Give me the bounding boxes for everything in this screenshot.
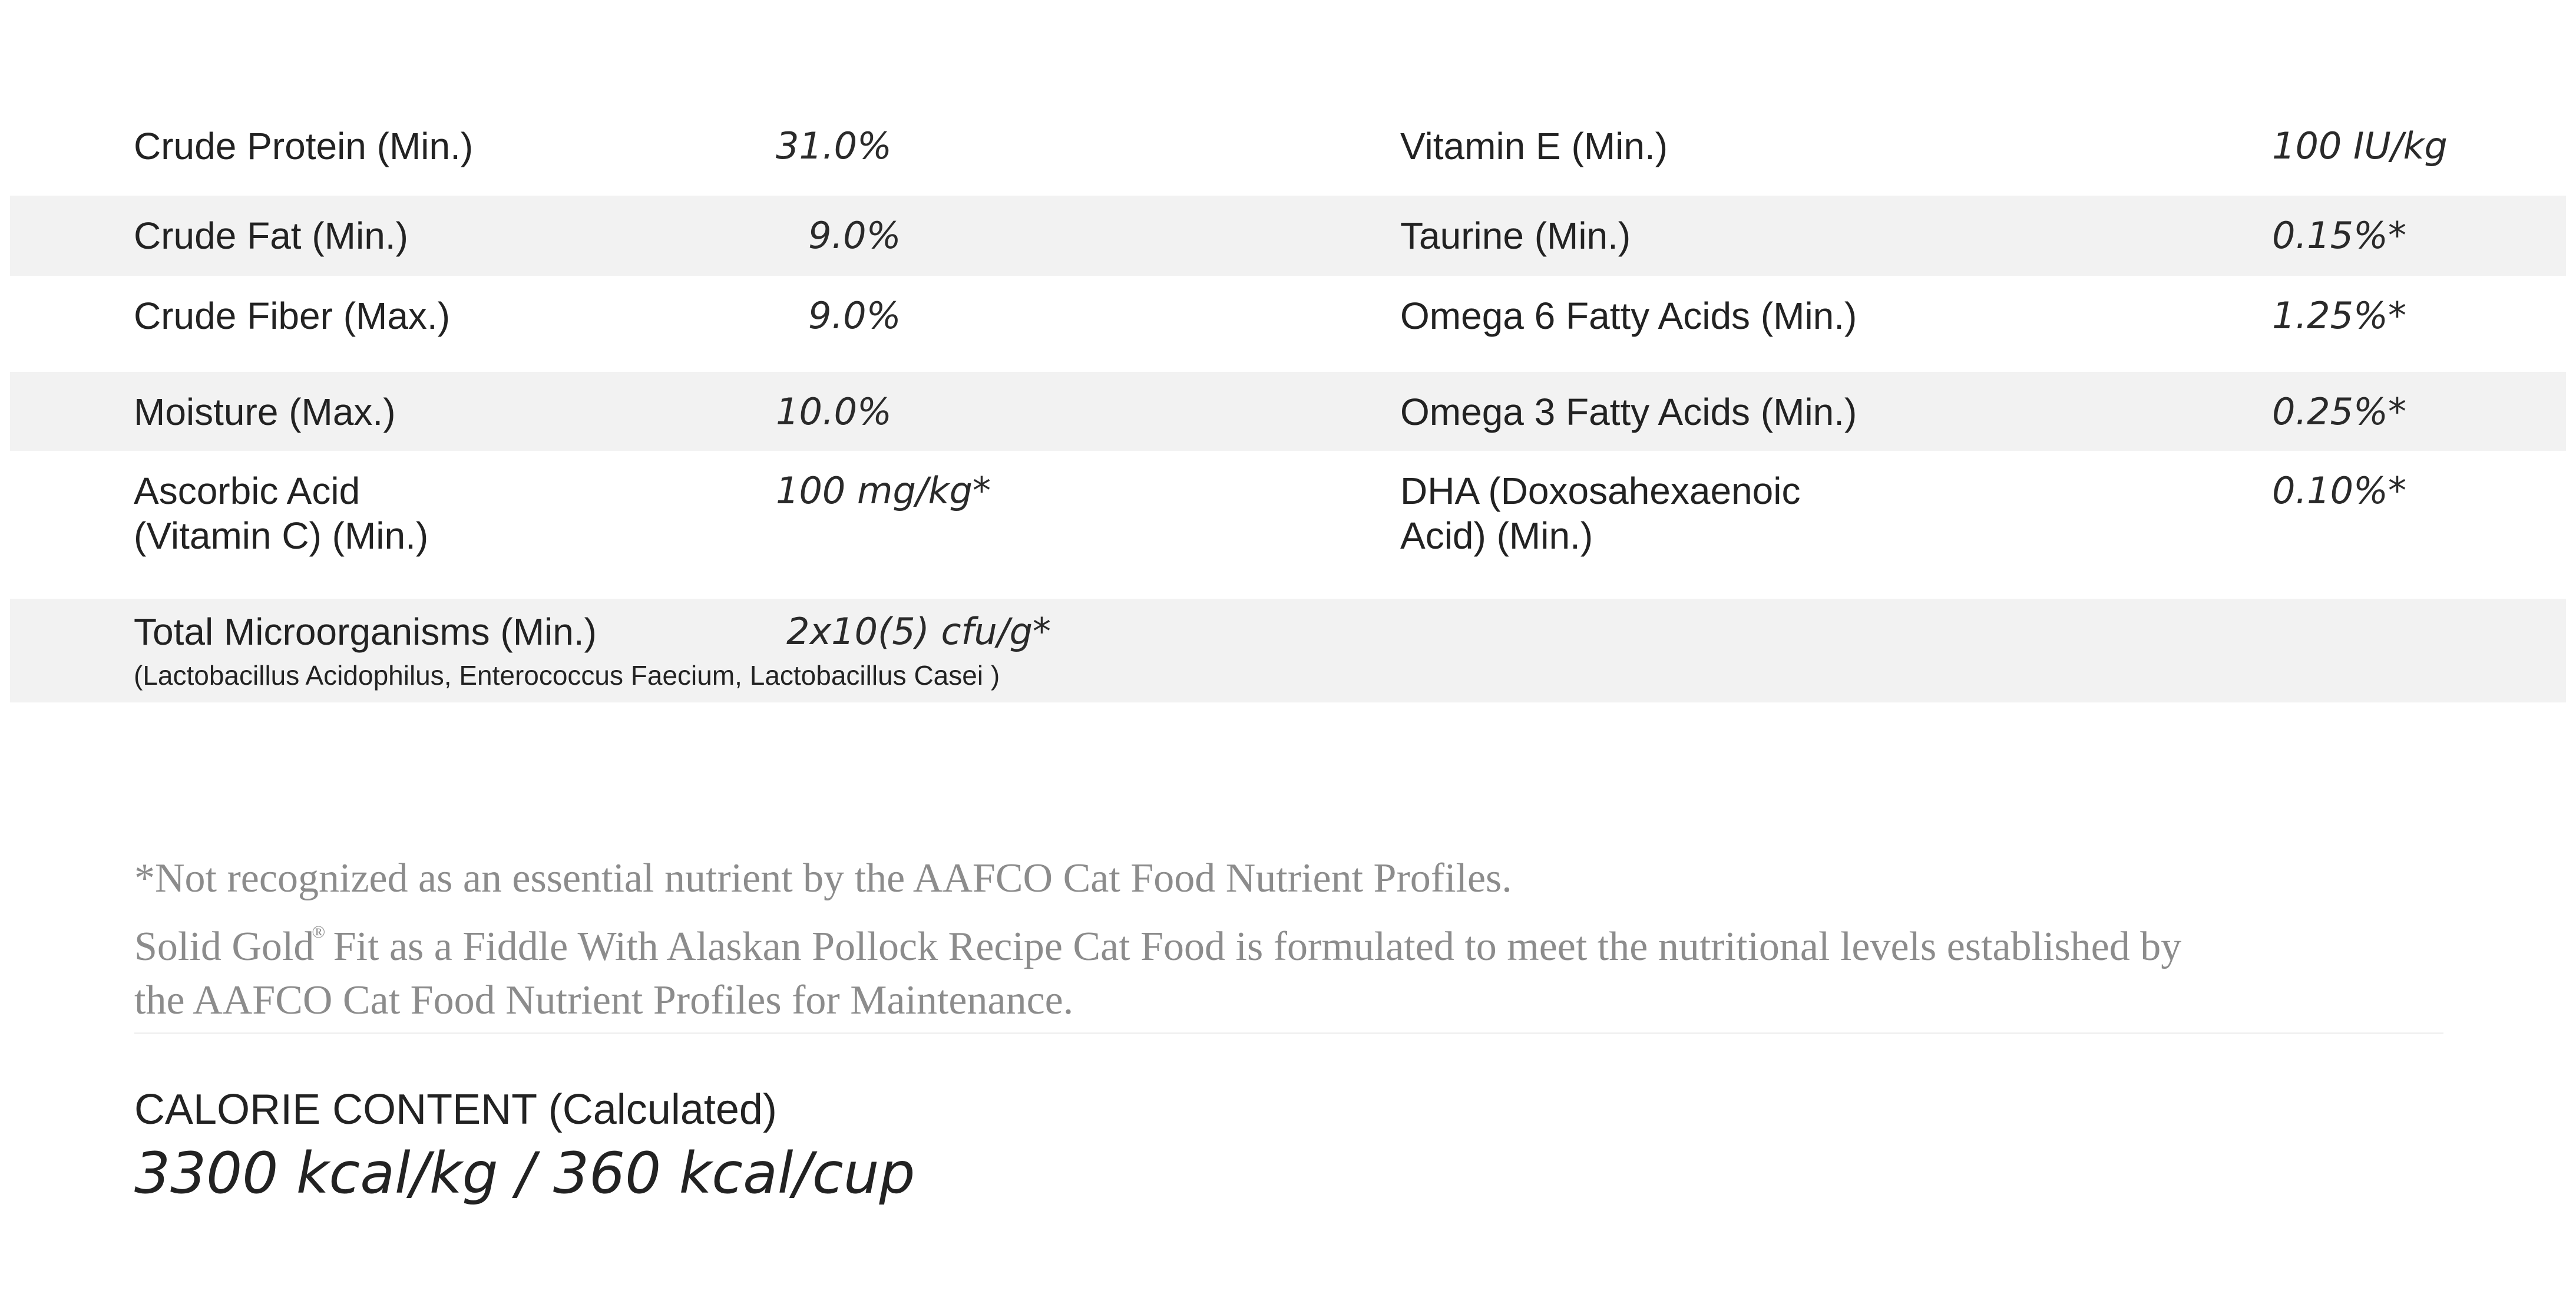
nutrient-value: 0.15%* [2272, 214, 2406, 257]
table-row [10, 451, 2566, 599]
nutrient-label-continued: Acid) (Min.) [1400, 514, 1593, 557]
guaranteed-analysis-table [10, 107, 2566, 702]
table-row [10, 107, 2566, 196]
calorie-content-value: 3300 kcal/kg / 360 kcal/cup [134, 1140, 915, 1206]
footnote-line: *Not recognized as an essential nutrient by the AAFCO Cat Food Nutrient Profiles. [134, 856, 1512, 901]
nutrient-value: 100 IU/kg [2272, 124, 2448, 167]
nutrient-value: 9.0% [808, 294, 901, 337]
nutrient-label: Crude Fiber (Max.) [134, 295, 450, 337]
divider [134, 1032, 2443, 1034]
nutrient-value: 9.0% [808, 214, 901, 257]
nutrient-label: Omega 6 Fatty Acids (Min.) [1400, 295, 1857, 337]
nutrient-value: 31.0% [776, 124, 892, 167]
nutrient-value: 0.25%* [2272, 390, 2406, 433]
table-row [10, 599, 2566, 702]
calorie-content-title: CALORIE CONTENT (Calculated) [134, 1086, 777, 1133]
footnote [134, 852, 2461, 1027]
nutrient-value: 0.10%* [2272, 469, 2406, 512]
nutrient-label: Omega 3 Fatty Acids (Min.) [1400, 391, 1857, 433]
footnote-line: the AAFCO Cat Food Nutrient Profiles for Maintenance. [134, 978, 1074, 1023]
table-row [10, 276, 2566, 372]
nutrient-label-continued: (Vitamin C) (Min.) [134, 514, 429, 557]
nutrient-label: Vitamin E (Min.) [1400, 125, 1668, 167]
nutrient-value: 1.25%* [2272, 294, 2406, 337]
nutrient-value: 10.0% [776, 390, 892, 433]
footnote-text: Fit as a Fiddle With Alaskan Pollock Recipe Cat Food is formulated to meet the nutritional levels established by [323, 924, 2182, 969]
nutrient-value: 100 mg/kg* [776, 469, 991, 512]
nutrient-value: 2x10(5) cfu/g* [786, 610, 1051, 653]
nutrient-label: Moisture (Max.) [134, 391, 396, 433]
nutrient-label: Crude Fat (Min.) [134, 215, 408, 257]
table-row [10, 372, 2566, 451]
table-row [10, 196, 2566, 276]
nutrient-label: DHA (Doxosahexaenoic [1400, 470, 1801, 512]
footnote-line [134, 905, 2461, 974]
nutrient-label: Taurine (Min.) [1400, 215, 1631, 257]
registered-mark: ® [312, 922, 326, 942]
nutrient-label: Ascorbic Acid [134, 470, 361, 512]
brand-name: Solid Gold [134, 924, 315, 969]
nutrient-label: Total Microorganisms (Min.) [134, 611, 597, 653]
microorganism-strains: (Lactobacillus Acidophilus, Enterococcus Faecium, Lactobacillus Casei ) [134, 660, 1000, 691]
nutrient-label: Crude Protein (Min.) [134, 125, 474, 167]
